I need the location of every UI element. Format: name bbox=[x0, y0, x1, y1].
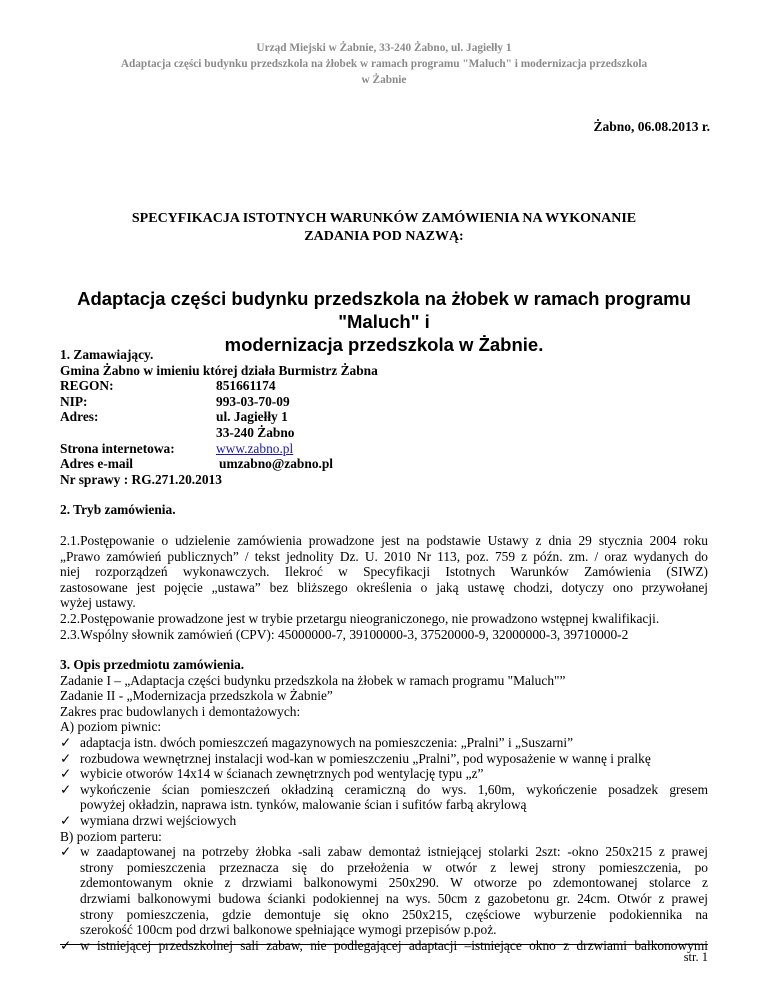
nip-label: NIP: bbox=[60, 393, 88, 409]
check-icon: ✓ bbox=[60, 750, 72, 766]
checklist-item: ✓ wybicie otworów 14x14 w ścianach zewnętrznych pod wentylację typu „z” bbox=[60, 766, 484, 782]
footer-divider bbox=[60, 944, 708, 945]
address-line-2: 33-240 Żabno bbox=[216, 424, 295, 440]
address-row-2 bbox=[60, 425, 708, 441]
address-label: Adres: bbox=[60, 409, 99, 425]
spec-title-line-1: SPECYFIKACJA ISTOTNYCH WARUNKÓW ZAMÓWIENIA NA WYKONANIE bbox=[131, 211, 637, 226]
section-2-heading: 2. Tryb zamówienia. bbox=[60, 502, 176, 518]
section-contracting-authority bbox=[60, 347, 708, 953]
email-row bbox=[60, 456, 708, 472]
project-title-line-2: modernizacja przedszkola w Żabnie. bbox=[224, 334, 544, 355]
checklist-item: ✓ wymiana drzwi wejściowych bbox=[60, 813, 237, 829]
address-line-1: ul. Jagiełły 1 bbox=[216, 409, 288, 425]
project-title-line-1: Adaptacja części budynku przedszkola na żłobek w ramach programu "Maluch" i bbox=[77, 288, 691, 332]
website-row bbox=[60, 441, 708, 457]
section-2-paragraph-1 bbox=[60, 533, 708, 611]
running-header-line-3: w Żabnie bbox=[361, 74, 407, 86]
section-3-heading: 3. Opis przedmiotu zamówienia. bbox=[60, 657, 245, 673]
nip-row bbox=[60, 394, 708, 410]
address-row bbox=[60, 409, 708, 425]
project-title bbox=[40, 287, 728, 356]
email-value: umzabno@zabno.pl bbox=[219, 456, 334, 472]
spec-title bbox=[60, 210, 708, 246]
page-number: str. 1 bbox=[683, 950, 708, 964]
checklist-item: ✓ w zaadaptowanej na potrzeby żłobka -sali zabaw demontaż istniejącej stolarki 2szt: -okno 250x215 z prawej strony pomieszczenia przeznacza się do przełożenia w otwór z lewej strony pomieszczenia, po zdemontowanym oknie z drzwiami balkonowymi 250x290. W otworze po zdemontowanej stolarce z drzwiami balkonowymi budowa ścianki podokiennej na wys. 50cm z gazobetonu gr. 24cm. Otwór z prawej strony pomieszczenia, gdzie demontuje się okno 250x215, częściowe wyburzenie podokiennika na szerokość 100cm pod drzwi balkonowe spełniające wymogi przepisów p.poż. bbox=[60, 844, 708, 938]
regon-row bbox=[60, 378, 708, 394]
website-link[interactable]: www.zabno.pl bbox=[216, 440, 294, 456]
regon-label: REGON: bbox=[60, 378, 114, 394]
para-line: zastosowane jest pojęcie „ustawa” bez bliższego określenia o jaką ustawę chodzi, dotyczy ono przywołanej bbox=[60, 579, 708, 595]
task-1: Zadanie I – „Adaptacja części budynku przedszkola na żłobek w ramach programu "Maluch"” bbox=[60, 672, 566, 688]
website-label: Strona internetowa: bbox=[60, 440, 175, 456]
checklist-item: ✓ rozbudowa wewnętrznej instalacji wod-kan w pomieszczeniu „Pralni”, pod wyposażenie w wannę i pralkę bbox=[60, 750, 651, 766]
para-line: wyżej ustawy. bbox=[60, 595, 136, 611]
check-icon: ✓ bbox=[60, 781, 72, 797]
check-icon: ✓ bbox=[60, 735, 72, 751]
entity-name: Gmina Żabno w imieniu której działa Burmistrz Żabna bbox=[60, 362, 378, 378]
spec-title-line-2: ZADANIA POD NAZWĄ: bbox=[304, 229, 464, 244]
checklist-item: ✓ w istniejącej przedszkolnej sali zabaw, nie podlegającej adaptacji –istniejące okno z drzwiami balkonowymi bbox=[60, 937, 708, 953]
check-icon: ✓ bbox=[60, 813, 72, 829]
checklist-item: ✓ wykończenie ścian pomieszczeń okładziną ceramiczną do wys. 1,60m, wykończenie posadzek gresem powyżej okładzin, naprawa istn. tynków, malowanie ścian i sufitów farbą akrylową bbox=[60, 781, 708, 813]
email-label: Adres e-mail bbox=[60, 456, 134, 472]
check-icon: ✓ bbox=[60, 766, 72, 782]
running-header-line-1: Urząd Miejski w Żabnie, 33-240 Żabno, ul. Jagiełły 1 bbox=[256, 42, 512, 54]
document-date: Żabno, 06.08.2013 r. bbox=[593, 119, 710, 134]
section-2-paragraph-2: 2.2.Postępowanie prowadzone jest w trybie przetargu nieograniczonego, nie prowadzono wstępnej kwalifikacji. bbox=[60, 610, 660, 626]
regon-value: 851661174 bbox=[216, 378, 276, 394]
check-icon: ✓ bbox=[60, 937, 72, 953]
para-line: „Prawo zamówień publicznych” / tekst jednolity Dz. U. 2010 Nr 113, poz. 759 z późn. zm. / oraz wydanych do bbox=[60, 548, 708, 564]
case-number: Nr sprawy : RG.271.20.2013 bbox=[60, 471, 222, 487]
check-icon: ✓ bbox=[60, 844, 72, 860]
level-a-heading: A) poziom piwnic: bbox=[60, 719, 162, 735]
nip-value: 993-03-70-09 bbox=[216, 393, 290, 409]
section-1-heading: 1. Zamawiający. bbox=[60, 347, 154, 362]
section-2-paragraph-3: 2.3.Wspólny słownik zamówień (CPV): 45000000-7, 39100000-3, 37520000-9, 32000000-3, 39710000-2 bbox=[60, 626, 629, 642]
task-2: Zadanie II - „Modernizacja przedszkola w Żabnie” bbox=[60, 688, 333, 704]
scope-heading: Zakres prac budowlanych i demontażowych: bbox=[60, 703, 301, 719]
para-line: 2.1.Postępowanie o udzielenie zamówienia prowadzone jest na podstawie Ustawy z dnia 29 stycznia 2004 roku bbox=[60, 532, 708, 548]
level-b-heading: B) poziom parteru: bbox=[60, 828, 162, 844]
checklist-item: ✓ adaptacja istn. dwóch pomieszczeń magazynowych na pomieszczenia: „Pralni” i „Suszarni” bbox=[60, 735, 574, 751]
running-header-line-2: Adaptacja części budynku przedszkola na żłobek w ramach programu "Maluch" i modernizacja przedszkola bbox=[120, 58, 648, 70]
para-line: niej rozporządzeń wykonawczych. Ilekroć w Specyfikacji Istotnych Warunków Zamówienia (SIWZ) bbox=[60, 564, 708, 580]
